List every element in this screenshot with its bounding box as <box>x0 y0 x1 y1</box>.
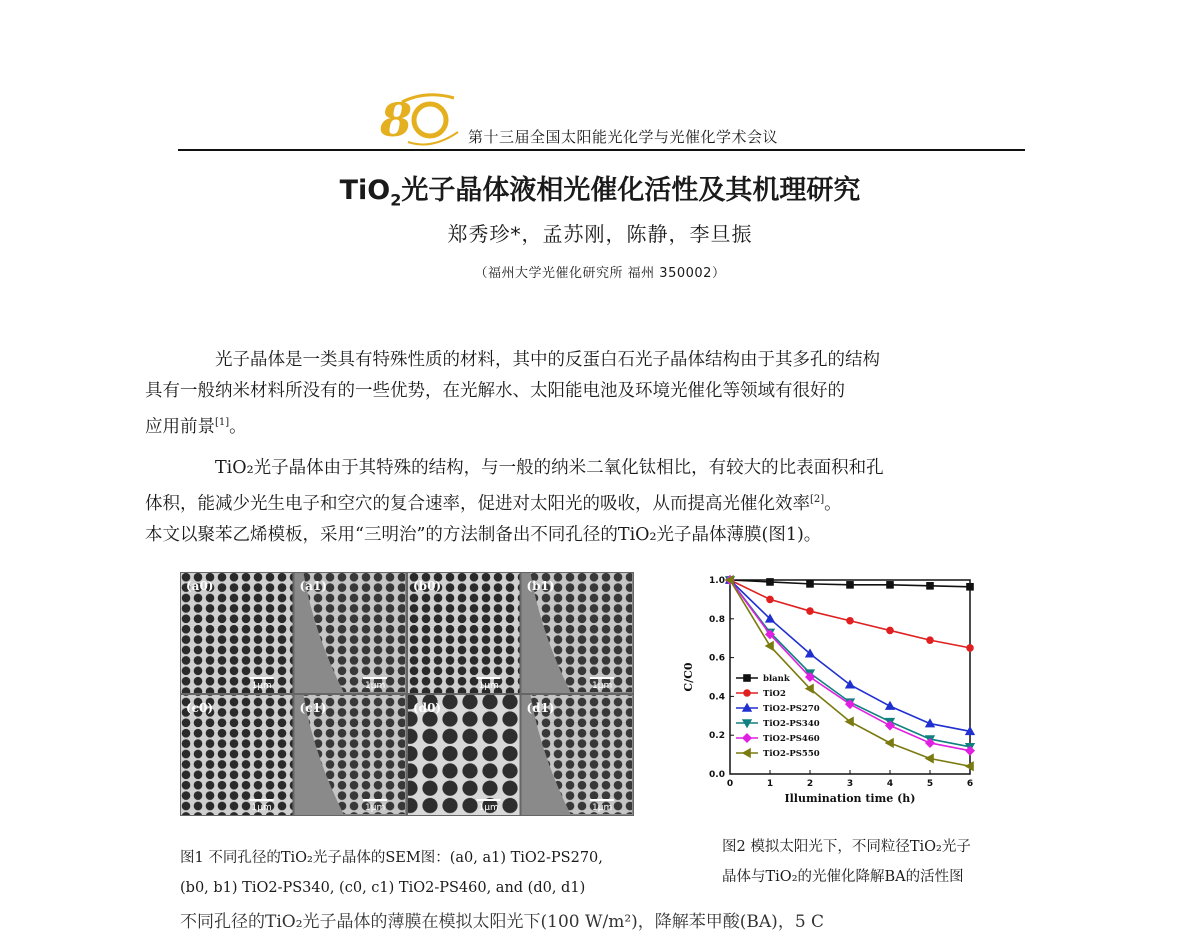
legend-label: TiO2-PS340 <box>763 719 820 729</box>
data-point <box>927 583 934 590</box>
figure1-caption-line2: (b0, b1) TiO2-PS340, (c0, c1) TiO2-PS460, and (d0, d1) <box>180 880 586 896</box>
svg-text:8: 8 <box>380 93 413 147</box>
sem-panel-label: (b0) <box>413 579 442 593</box>
para1-line2: 具有一般纳米材料所没有的一些优势，在光解水、太阳能电池及环境光催化等领域有很好的 <box>145 381 845 401</box>
legend-item <box>736 704 820 714</box>
figure2-caption-line2: 晶体与TiO₂的光催化降解BA的活性图 <box>722 869 964 885</box>
data-point <box>927 637 934 644</box>
sem-panel-label: (c0) <box>186 701 214 715</box>
sem-panel-label: (a1) <box>299 579 327 593</box>
ref-1[interactable]: [1] <box>215 417 230 428</box>
sem-panel-label: (d1) <box>526 701 555 715</box>
data-point <box>847 617 854 624</box>
x-tick-label: 1 <box>766 779 774 789</box>
legend-label: TiO2 <box>763 689 786 699</box>
degradation-chart <box>670 566 1010 816</box>
para2-line3: 本文以聚苯乙烯模板，采用“三明治”的方法制备出不同孔径的TiO₂光子晶体薄膜(图1)。 <box>145 525 822 545</box>
sem-panel <box>522 573 634 693</box>
data-point <box>966 746 975 755</box>
scale-bar-label: 1μm <box>592 803 613 813</box>
paragraph-1 <box>145 345 1025 443</box>
y-tick-label: 0.2 <box>709 731 725 742</box>
data-point <box>886 739 894 748</box>
legend-label: TiO2-PS460 <box>763 734 820 744</box>
para2-line1: TiO₂光子晶体由于其特殊的结构，与一般的纳米二氧化钛相比，有较大的比表面积和孔 <box>215 458 884 478</box>
data-point <box>967 645 974 652</box>
data-point <box>967 583 974 590</box>
header-rule <box>178 149 1025 151</box>
data-point <box>766 642 774 651</box>
figure1-caption-line1: 图1 不同孔径的TiO₂光子晶体的SEM图：(a0, a1) TiO2-PS270, <box>180 850 603 866</box>
authors: 郑秀珍*，孟苏刚，陈静，李旦振 <box>447 222 753 246</box>
x-tick-label: 5 <box>926 779 934 789</box>
data-point <box>744 690 751 697</box>
data-point <box>744 675 751 682</box>
affiliation: （福州大学光催化研究所 福州 350002） <box>474 266 726 281</box>
scale-bar-label: 1μm <box>592 681 613 691</box>
legend-label: blank <box>763 674 790 684</box>
para1-line1: 光子晶体是一类具有特殊性质的材料，其中的反蛋白石光子晶体结构由于其多孔的结构 <box>215 350 880 370</box>
title-prefix: TiO <box>339 175 391 206</box>
paragraph-2 <box>145 453 1025 551</box>
data-point <box>807 608 814 615</box>
y-axis-label: C/C0 <box>682 662 695 692</box>
sem-figure <box>180 572 634 816</box>
title-subscript: 2 <box>390 190 402 210</box>
y-tick-label: 0.8 <box>709 614 725 625</box>
scale-bar-label: 1μm <box>251 803 272 813</box>
legend-item <box>736 734 820 744</box>
conference-logo <box>378 88 468 150</box>
figure1-caption <box>180 843 650 903</box>
data-point <box>807 581 814 588</box>
sem-panel <box>181 573 293 693</box>
sem-panel-label: (a0) <box>186 579 214 593</box>
scale-bar-label: 1μm <box>251 681 272 691</box>
sem-panel <box>408 573 520 693</box>
series-blank <box>727 577 974 590</box>
x-tick-label: 2 <box>806 779 814 789</box>
y-tick-label: 0.6 <box>709 653 725 664</box>
y-tick-label: 0.4 <box>709 692 725 703</box>
legend-label: TiO2-PS550 <box>763 749 820 759</box>
scale-bar-label: 1μm <box>365 803 386 813</box>
x-tick-label: 4 <box>886 779 894 789</box>
paper-title <box>0 168 1200 209</box>
x-tick-label: 0 <box>726 779 734 789</box>
data-point <box>887 627 894 634</box>
figure2-caption <box>722 832 1032 892</box>
figure2-caption-line1: 图2 模拟太阳光下，不同粒径TiO₂光子 <box>722 839 971 855</box>
data-point <box>767 596 774 603</box>
data-point <box>926 754 934 763</box>
conference-name: 第十三届全国太阳能光化学与光催化学术会议 <box>468 128 779 146</box>
sem-panel <box>408 695 520 815</box>
data-point <box>886 702 895 710</box>
legend-label: TiO2-PS270 <box>763 704 820 714</box>
y-tick-label: 0.0 <box>709 770 725 780</box>
legend-item <box>736 719 820 729</box>
title-rest: 光子晶体液相光催化活性及其机理研究 <box>401 175 861 206</box>
data-point <box>847 582 854 589</box>
para2-end: 。 <box>824 494 842 514</box>
sem-panel <box>295 573 407 693</box>
scale-bar-label: 1μm <box>478 803 499 813</box>
data-point <box>743 749 751 758</box>
legend-item <box>736 674 791 684</box>
sem-panel-label: (c1) <box>299 701 327 715</box>
data-point <box>767 579 774 586</box>
scale-bar-label: 1μm <box>478 681 499 691</box>
ref-2[interactable]: [2] <box>810 494 825 505</box>
sem-panel <box>295 695 407 815</box>
sem-panel <box>522 695 634 815</box>
legend-item <box>736 749 820 759</box>
sem-panel-label: (d0) <box>413 701 442 715</box>
para1-end: 。 <box>229 417 247 437</box>
data-point <box>887 582 894 589</box>
data-point <box>743 734 752 743</box>
y-tick-label: 1.0 <box>709 576 725 586</box>
x-axis-label: Illumination time (h) <box>784 792 916 805</box>
next-paragraph-fragment: 不同孔径的TiO₂光子晶体的薄膜在模拟太阳光下(100 W/m²)，降解苯甲酸(BA)，5 C <box>180 912 825 932</box>
scale-bar-label: 1μm <box>365 681 386 691</box>
x-tick-label: 6 <box>966 779 974 789</box>
x-tick-label: 3 <box>846 779 854 789</box>
sem-panel-label: (b1) <box>526 579 555 593</box>
sem-panel <box>181 695 293 815</box>
legend-item <box>736 689 786 699</box>
para2-line2: 体积，能减少光生电子和空穴的复合速率，促进对太阳光的吸收，从而提高光催化效率 <box>145 494 810 514</box>
para1-line3: 应用前景 <box>145 417 215 437</box>
